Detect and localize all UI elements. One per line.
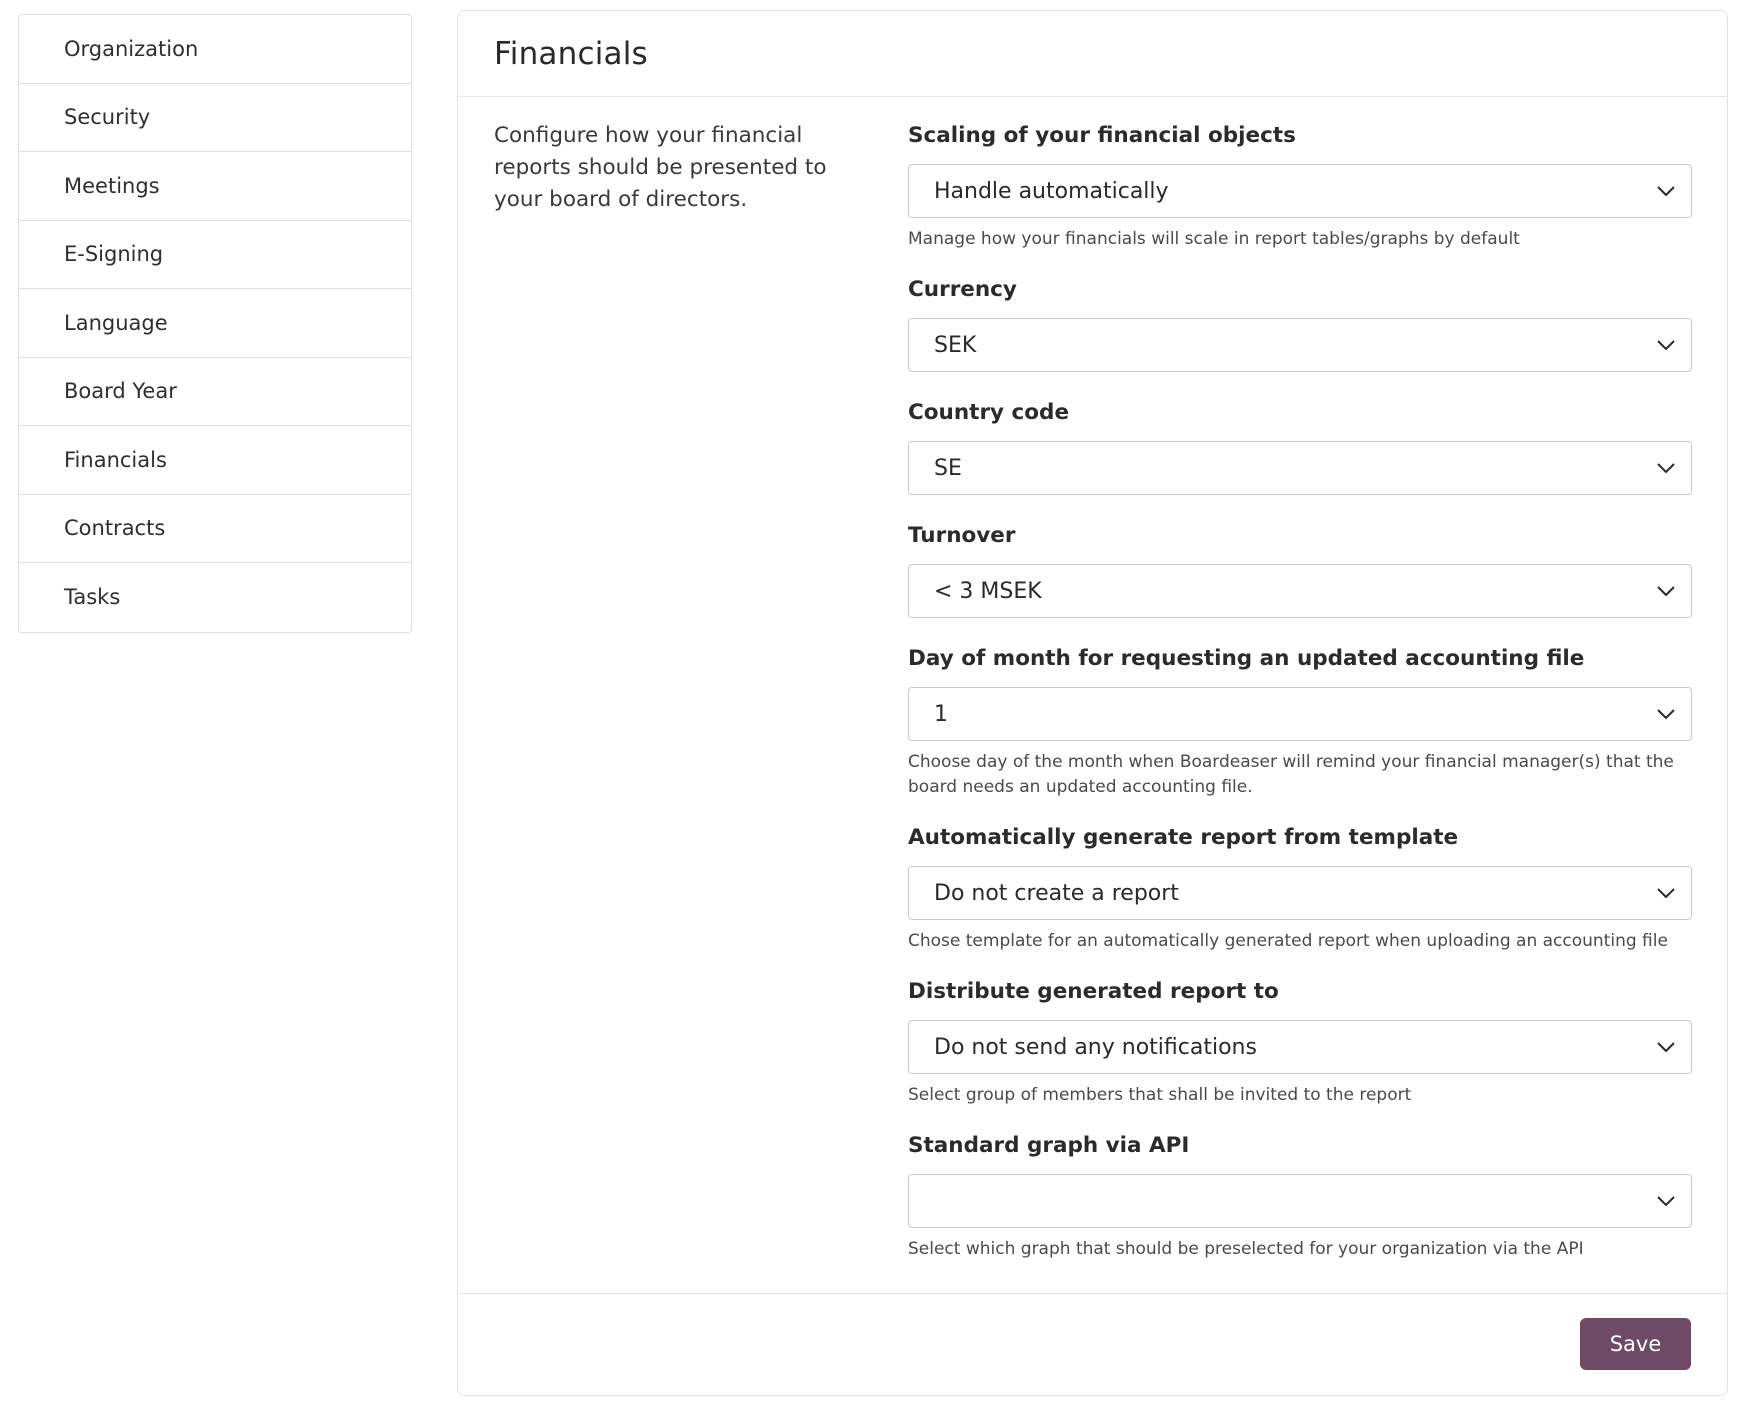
scaling-select[interactable] (908, 164, 1692, 218)
day-of-month-selected-value: 1 (934, 701, 948, 727)
sidebar-item-board-year[interactable]: Board Year (19, 358, 411, 427)
distribute-help: Select group of members that shall be invited to the report (908, 1085, 1412, 1105)
field-auto-report (908, 822, 1692, 954)
currency-selected-value: SEK (934, 332, 977, 358)
sidebar-item-financials[interactable]: Financials (19, 426, 411, 495)
turnover-selected-value: < 3 MSEK (934, 578, 1042, 604)
sidebar-item-e-signing[interactable]: E-Signing (19, 221, 411, 290)
day-of-month-help: Choose day of the month when Boardeaser will remind your financial manager(s) that the board needs an updated accounting file. (908, 752, 1674, 797)
currency-select[interactable] (908, 318, 1692, 372)
field-day-of-month (908, 643, 1692, 800)
field-distribute (908, 976, 1692, 1108)
turnover-select[interactable] (908, 564, 1692, 618)
day-of-month-select[interactable] (908, 687, 1692, 741)
currency-label: Currency (908, 277, 1017, 302)
distribute-label: Distribute generated report to (908, 979, 1279, 1004)
distribute-selected-value: Do not send any notifications (934, 1034, 1257, 1060)
field-scaling (908, 120, 1692, 252)
sidebar-item-tasks[interactable]: Tasks (64, 585, 121, 610)
sidebar-item-organization[interactable]: Organization (19, 15, 411, 84)
country-code-label: Country code (908, 400, 1070, 425)
sidebar-item-contracts[interactable]: Contracts (19, 495, 411, 564)
panel-header (458, 11, 1727, 97)
standard-graph-label: Standard graph via API (908, 1133, 1190, 1158)
field-country-code (908, 397, 1692, 495)
chevron-down-icon (1655, 703, 1677, 725)
scaling-label: Scaling of your financial objects (908, 123, 1296, 148)
auto-report-select[interactable] (908, 866, 1692, 920)
field-turnover (908, 520, 1692, 618)
auto-report-selected-value: Do not create a report (934, 880, 1179, 906)
chevron-down-icon (1655, 1190, 1677, 1212)
country-code-select[interactable] (908, 441, 1692, 495)
sidebar-item-meetings[interactable]: Meetings (19, 152, 411, 221)
standard-graph-select[interactable] (908, 1174, 1692, 1228)
chevron-down-icon (1655, 882, 1677, 904)
chevron-down-icon (1655, 334, 1677, 356)
save-button[interactable]: Save (1580, 1318, 1691, 1370)
settings-form (908, 120, 1692, 1284)
panel-footer (458, 1293, 1727, 1395)
field-standard-graph (908, 1130, 1692, 1262)
day-of-month-label: Day of month for requesting an updated accounting file (908, 646, 1585, 671)
auto-report-help: Chose template for an automatically generated report when uploading an accounting file (908, 931, 1668, 951)
scaling-selected-value: Handle automatically (934, 178, 1169, 204)
chevron-down-icon (1655, 580, 1677, 602)
sidebar-item-language[interactable]: Language (19, 289, 411, 358)
standard-graph-help: Select which graph that should be preselected for your organization via the API (908, 1239, 1584, 1259)
auto-report-label: Automatically generate report from template (908, 825, 1459, 850)
settings-sidebar (18, 14, 412, 633)
turnover-label: Turnover (908, 523, 1016, 548)
country-code-selected-value: SE (934, 455, 962, 481)
sidebar-item-security[interactable]: Security (19, 84, 411, 153)
chevron-down-icon (1655, 180, 1677, 202)
section-description: Configure how your financial reports should be presented to your board of directors. (494, 123, 827, 212)
distribute-select[interactable] (908, 1020, 1692, 1074)
panel-body (458, 97, 1727, 1295)
page-title: Financials (494, 35, 648, 72)
scaling-help: Manage how your financials will scale in report tables/graphs by default (908, 229, 1520, 249)
field-currency (908, 274, 1692, 372)
chevron-down-icon (1655, 457, 1677, 479)
financials-panel (457, 10, 1728, 1396)
chevron-down-icon (1655, 1036, 1677, 1058)
